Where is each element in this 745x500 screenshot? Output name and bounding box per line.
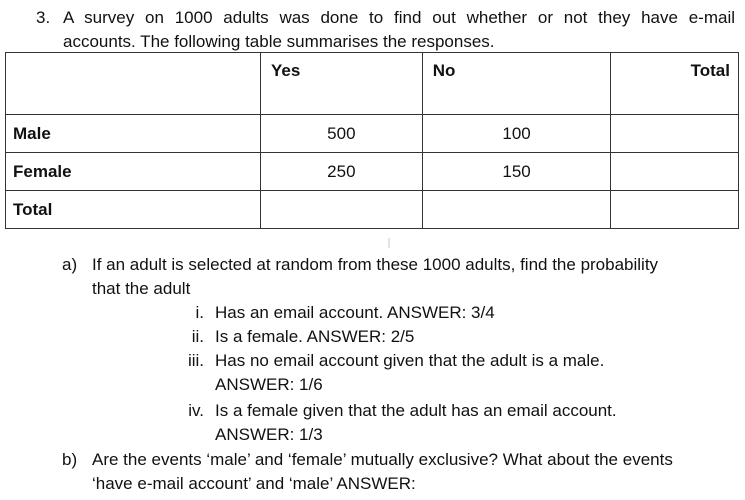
header-total: Total	[611, 53, 739, 115]
header-yes: Yes	[261, 53, 423, 115]
cell-total-total	[611, 191, 739, 229]
question-number: 3.	[36, 8, 51, 27]
table-row-male	[6, 115, 739, 153]
part-b-line1: Are the events ‘male’ and ‘female’ mutually exclusive? What about the events	[92, 450, 673, 469]
question-text-line1: A survey on 1000 adults was done to find out whether or not they have e-mail	[63, 8, 735, 27]
part-a-line1: If an adult is selected at random from these 1000 adults, find the probability	[92, 255, 659, 274]
cell-male-no: 100	[422, 115, 611, 153]
item-ii-text: Is a female. ANSWER: 2/5	[215, 327, 415, 346]
item-iv-text-line2: ANSWER: 1/3	[215, 425, 323, 444]
cell-male-total	[611, 115, 739, 153]
part-b-line2: ‘have e-mail account’ and ‘male’ ANSWER:	[92, 474, 416, 493]
question-text-line2: accounts. The following table summarises the responses.	[63, 32, 495, 51]
header-empty-cell	[6, 53, 261, 115]
part-b-letter: b)	[62, 450, 78, 469]
item-iii-text-line2: ANSWER: 1/6	[215, 375, 323, 394]
cell-total-yes	[261, 191, 423, 229]
cell-female-yes: 250	[261, 153, 423, 191]
item-iv-text-line1: Is a female given that the adult has an email account.	[215, 401, 617, 420]
item-iii-text-line1: Has no email account given that the adult is a male.	[215, 351, 605, 370]
item-iii-num: iii.	[187, 351, 204, 370]
row-label-total: Total	[6, 191, 261, 229]
row-label-female: Female	[6, 153, 261, 191]
cell-female-total	[611, 153, 739, 191]
table-row-total	[6, 191, 739, 229]
cell-total-no	[422, 191, 611, 229]
row-label-male: Male	[6, 115, 261, 153]
table-header-row	[6, 53, 739, 115]
cell-male-yes: 500	[261, 115, 423, 153]
item-ii-num: ii.	[191, 327, 204, 346]
part-a-line2: that the adult	[92, 279, 191, 298]
table-row-female	[6, 153, 739, 191]
item-i-text: Has an email account. ANSWER: 3/4	[215, 303, 495, 322]
item-iv-num: iv.	[188, 401, 204, 420]
part-a-letter: a)	[62, 255, 78, 274]
survey-table	[5, 52, 739, 229]
cell-female-no: 150	[422, 153, 611, 191]
item-i-num: i.	[195, 303, 204, 322]
scan-mark	[388, 238, 390, 248]
header-no: No	[422, 53, 611, 115]
